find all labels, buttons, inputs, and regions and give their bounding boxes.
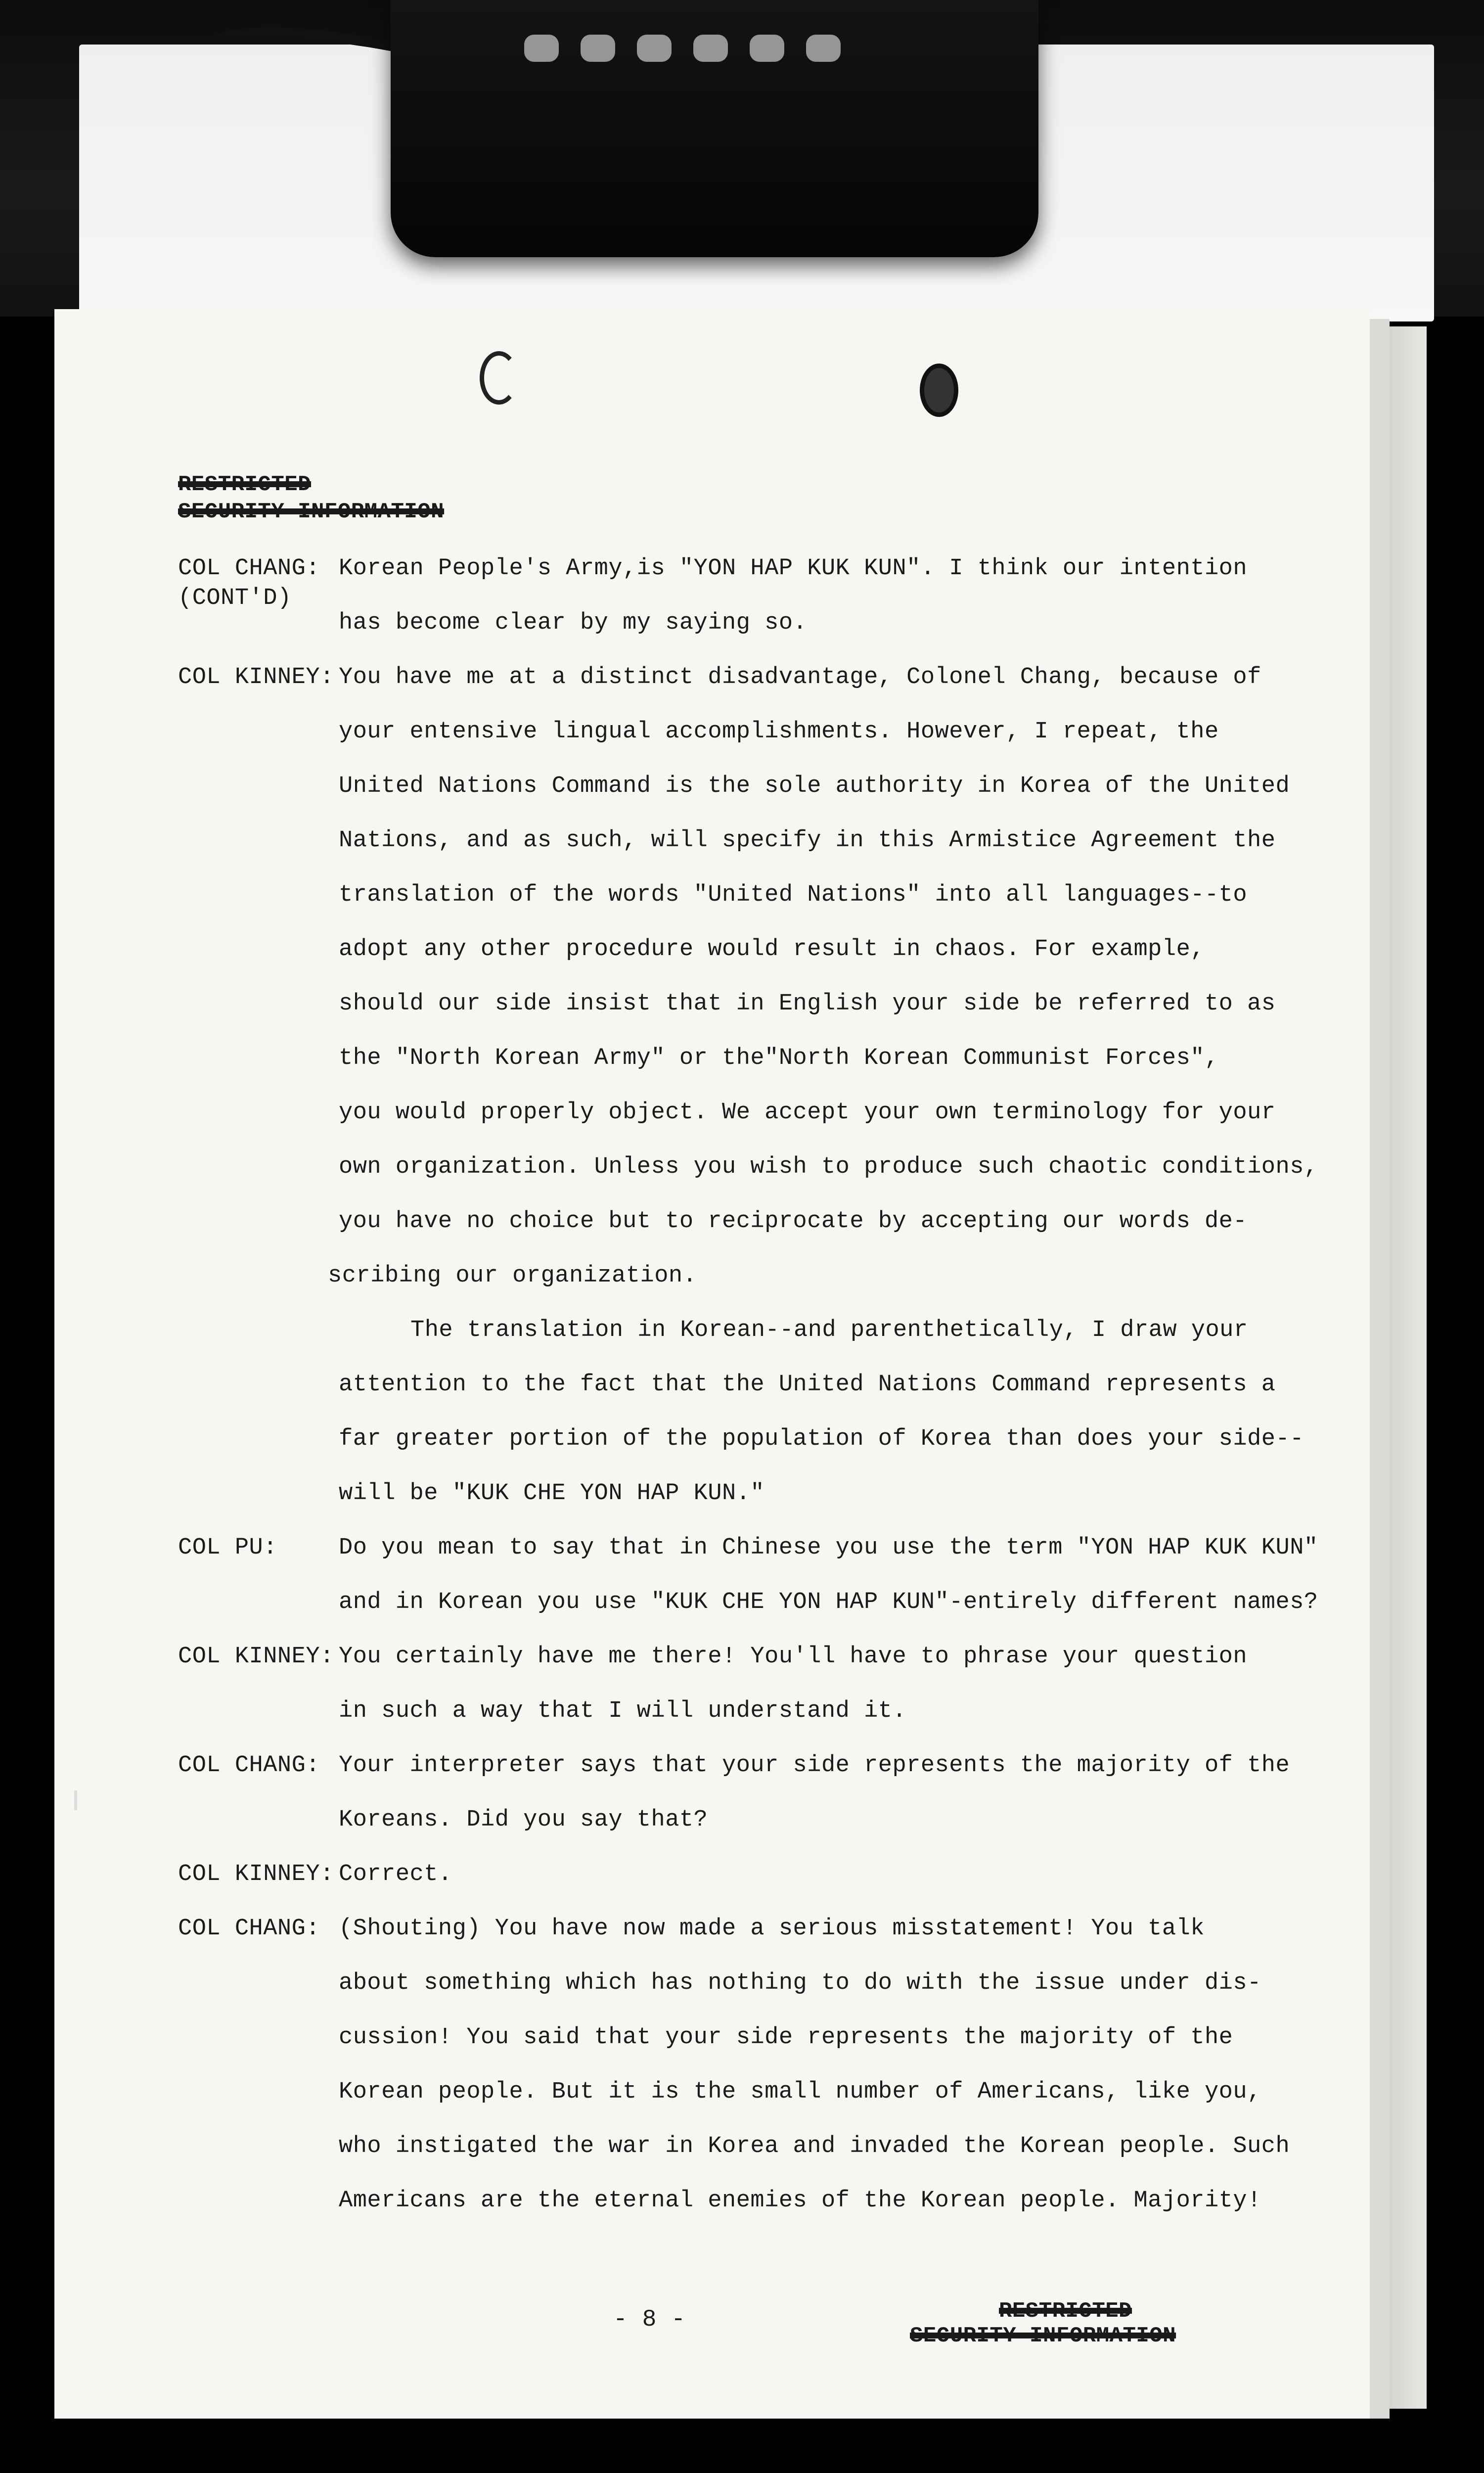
dialogue-entry bbox=[178, 1630, 1375, 1739]
speaker-label: COL PU: bbox=[178, 1535, 277, 1561]
text-line: translation of the words "United Nations" into all languages--to bbox=[339, 882, 1248, 908]
punch-hole-icon bbox=[920, 364, 958, 417]
text-line: The translation in Korean--and parenthetically, I draw your bbox=[410, 1317, 1248, 1343]
text-line: attention to the fact that the United Nations Command represents a bbox=[339, 1372, 1276, 1398]
text-line: own organization. Unless you wish to produce such chaotic conditions, bbox=[339, 1154, 1318, 1180]
text-line: You certainly have me there! You'll have to phrase your question bbox=[339, 1644, 1248, 1670]
text-line: Koreans. Did you say that? bbox=[339, 1807, 708, 1833]
dialogue-entry bbox=[178, 1521, 1375, 1630]
text-line: Do you mean to say that in Chinese you use the term "YON HAP KUK KUN" bbox=[339, 1535, 1318, 1561]
text-line: United Nations Command is the sole authority in Korea of the United bbox=[339, 773, 1290, 799]
speech-text bbox=[339, 1739, 1375, 1847]
speech-text bbox=[339, 1630, 1375, 1739]
text-line: Americans are the eternal enemies of the Korean people. Majority! bbox=[339, 2188, 1261, 2214]
text-line: Korean People's Army,is "YON HAP KUK KUN". I think our intention bbox=[339, 555, 1248, 582]
punch-hole-icon bbox=[480, 351, 518, 405]
speaker-label: COL KINNEY: bbox=[178, 664, 334, 690]
text-line: scribing our organization. bbox=[328, 1263, 697, 1289]
page-number: - 8 - bbox=[613, 2306, 686, 2333]
text-line: far greater portion of the population of Korea than does your side-- bbox=[339, 1426, 1304, 1452]
text-line: Your interpreter says that your side represents the majority of the bbox=[339, 1752, 1290, 1779]
text-line: Nations, and as such, will specify in this Armistice Agreement the bbox=[339, 827, 1276, 854]
clip-rivets bbox=[524, 35, 841, 64]
speech-text bbox=[328, 650, 1375, 1521]
header-security-info: SECURITY INFORMATION bbox=[178, 500, 445, 524]
footer-security-info: SECURITY INFORMATION bbox=[910, 2324, 1176, 2348]
text-line: your entensive lingual accomplishments. However, I repeat, the bbox=[339, 719, 1219, 745]
text-line: you have no choice but to reciprocate by accepting our words de- bbox=[339, 1208, 1248, 1235]
dialogue-entry bbox=[178, 1739, 1375, 1847]
footer-classification: RESTRICTED bbox=[999, 2299, 1132, 2324]
text-line: the "North Korean Army" or the"North Korean Communist Forces", bbox=[339, 1045, 1219, 1071]
paper-edge-shadow bbox=[1380, 326, 1427, 2409]
text-line: Correct. bbox=[339, 1861, 452, 1887]
dialogue-entry bbox=[178, 1847, 1375, 1902]
text-line: adopt any other procedure would result in chaos. For example, bbox=[339, 936, 1205, 962]
text-line: you would properly object. We accept your own terminology for your bbox=[339, 1099, 1276, 1126]
text-line: has become clear by my saying so. bbox=[339, 610, 808, 636]
document-page bbox=[54, 309, 1370, 2419]
speaker-label: COL KINNEY: bbox=[178, 1861, 334, 1887]
text-line: cussion! You said that your side represents the majority of the bbox=[339, 2024, 1233, 2051]
speech-text bbox=[339, 1521, 1375, 1630]
text-line: Korean people. But it is the small number of Americans, like you, bbox=[339, 2079, 1261, 2105]
microfilm-bottom-band bbox=[0, 2419, 1484, 2473]
text-line: who instigated the war in Korea and invaded the Korean people. Such bbox=[339, 2133, 1290, 2159]
microfilm-top-band bbox=[0, 0, 1484, 317]
text-line: in such a way that I will understand it. bbox=[339, 1698, 907, 1724]
header-classification: RESTRICTED bbox=[178, 472, 312, 497]
film-scratch bbox=[74, 1790, 77, 1810]
dialogue-entry bbox=[178, 650, 1375, 1521]
speaker-label: COL CHANG: (CONT'D) bbox=[178, 555, 320, 611]
speaker-label: COL KINNEY: bbox=[178, 1644, 334, 1670]
dialogue-entry bbox=[178, 1902, 1375, 2228]
text-line: You have me at a distinct disadvantage, Colonel Chang, because of bbox=[339, 664, 1261, 690]
transcript bbox=[178, 542, 1375, 2228]
speaker-label: COL CHANG: bbox=[178, 1752, 320, 1779]
speaker-label: COL CHANG: bbox=[178, 1916, 320, 1942]
dialogue-entry bbox=[178, 542, 1375, 650]
text-line: should our side insist that in English your side be referred to as bbox=[339, 991, 1276, 1017]
text-line: (Shouting) You have now made a serious misstatement! You talk bbox=[339, 1916, 1205, 1942]
text-line: will be "KUK CHE YON HAP KUN." bbox=[339, 1480, 765, 1507]
speech-text bbox=[339, 542, 1375, 650]
text-line: about something which has nothing to do with the issue under dis- bbox=[339, 1970, 1261, 1996]
speech-text bbox=[339, 1902, 1375, 2228]
text-line: and in Korean you use "KUK CHE YON HAP KUN"-entirely different names? bbox=[339, 1589, 1318, 1615]
speech-text bbox=[339, 1847, 1375, 1902]
